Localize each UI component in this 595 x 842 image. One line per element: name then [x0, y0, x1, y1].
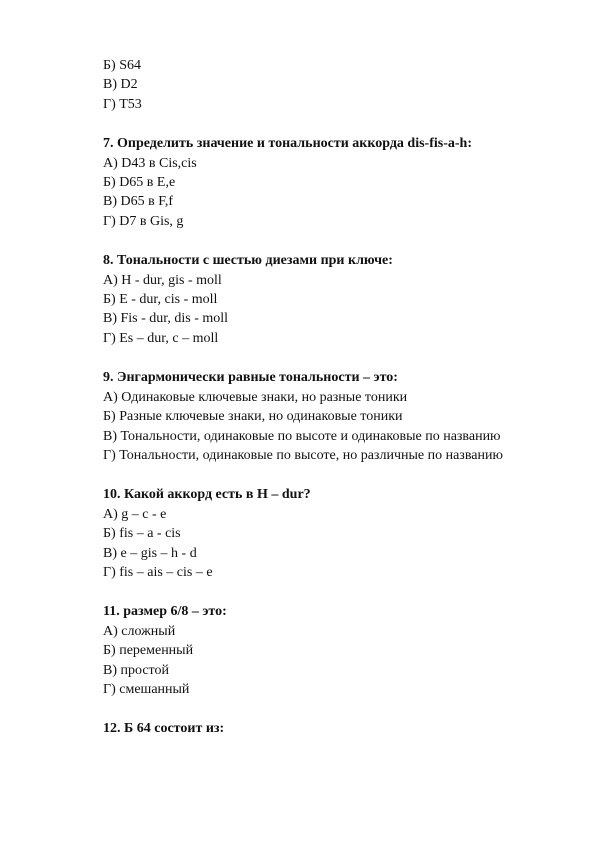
document-page [103, 56, 543, 739]
option-g: Г) T53 [103, 96, 142, 112]
option-v: В) простой [103, 662, 169, 678]
question-title: 11. размер 6/8 – это: [103, 604, 227, 620]
question-12 [103, 719, 543, 738]
option-v: В) Тональности, одинаковые по высоте и одинаковые по названию [103, 428, 501, 444]
option-v: В) D2 [103, 77, 138, 93]
question-title: 12. Б 64 состоит из: [103, 721, 225, 737]
option-g: Г) D7 в Gis, g [103, 213, 184, 229]
question-title: 10. Какой аккорд есть в H – dur? [103, 487, 311, 503]
question-title: 7. Определить значение и тональности аккорда dis-fis-a-h: [103, 136, 472, 152]
option-v: В) D65 в F,f [103, 194, 174, 210]
option-b: Б) переменный [103, 643, 194, 659]
option-a: А) сложный [103, 623, 176, 639]
option-a: А) Одинаковые ключевые знаки, но разные тоники [103, 389, 408, 405]
option-a: А) D43 в Cis,cis [103, 155, 197, 171]
question-9 [103, 368, 543, 465]
question-8 [103, 251, 543, 348]
question-10 [103, 485, 543, 582]
option-b: Б) Разные ключевые знаки, но одинаковые тоники [103, 409, 403, 425]
question-7 [103, 134, 543, 231]
option-a: А) H - dur, gis - moll [103, 272, 222, 288]
question-title: 8. Тональности с шестью диезами при ключе: [103, 253, 393, 269]
option-b: Б) D65 в E,e [103, 175, 176, 191]
option-v: В) e – gis – h - d [103, 545, 197, 561]
option-g: Г) Es – dur, c – moll [103, 330, 219, 346]
intro-options [103, 56, 543, 114]
option-b: Б) S64 [103, 58, 141, 73]
option-g: Г) Тональности, одинаковые по высоте, но различные по названию [103, 447, 503, 463]
option-b: Б) fis – a - cis [103, 526, 181, 542]
option-a: А) g – c - e [103, 506, 167, 522]
option-g: Г) fis – ais – cis – e [103, 564, 213, 580]
question-title: 9. Энгармонически равные тональности – это: [103, 370, 398, 386]
option-b: Б) E - dur, cis - moll [103, 292, 218, 308]
question-11 [103, 602, 543, 699]
option-v: В) Fis - dur, dis - moll [103, 311, 229, 327]
option-g: Г) смешанный [103, 681, 190, 697]
